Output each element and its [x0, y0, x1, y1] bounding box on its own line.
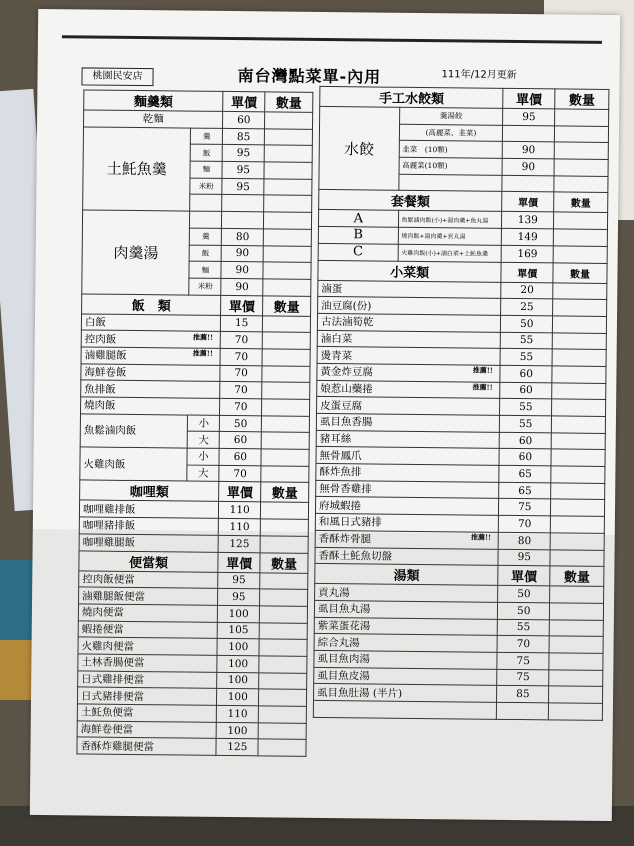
- item-name: 滷雞腿飯便當: [79, 587, 218, 605]
- item-name: 虱目魚肉湯: [314, 650, 498, 669]
- item-name: 貢丸湯: [315, 584, 499, 603]
- item-price: 95: [498, 549, 550, 566]
- qty-cell[interactable]: [550, 586, 604, 603]
- qty-cell[interactable]: [262, 399, 310, 416]
- item-name: 火雞肉便當: [78, 637, 217, 655]
- section-title: 小菜類: [318, 260, 502, 282]
- item-name: 控肉飯 推薦!!: [81, 330, 220, 348]
- qty-cell[interactable]: [550, 533, 604, 550]
- menu-sheet: [30, 9, 620, 821]
- item-price: 169: [502, 245, 554, 262]
- item-price: 95: [222, 161, 264, 178]
- item-name: 虱目魚皮湯: [314, 667, 498, 686]
- item-price: 70: [220, 365, 262, 382]
- qty-cell[interactable]: [263, 245, 311, 262]
- item-name: 海鮮卷便當: [77, 721, 216, 739]
- item-variant: 韭菜 (10顆): [399, 141, 503, 159]
- qty-cell[interactable]: [552, 383, 606, 400]
- item-price: 125: [218, 535, 260, 552]
- qty-cell[interactable]: [260, 606, 308, 623]
- item-price: 90: [221, 278, 263, 295]
- item-price: 70: [220, 398, 262, 415]
- item-name: 滷白菜: [317, 330, 501, 349]
- recommended-note: 推薦!!: [472, 365, 493, 376]
- qty-cell[interactable]: [259, 639, 307, 656]
- price-header: 單價: [501, 262, 553, 283]
- item-price: 100: [217, 672, 259, 689]
- item-price: 55: [500, 399, 552, 416]
- menu-row: [81, 347, 310, 366]
- qty-cell[interactable]: [550, 603, 604, 620]
- menu-row: [82, 210, 311, 229]
- item-name: 土林香腸便當: [78, 654, 217, 672]
- qty-cell[interactable]: [549, 636, 603, 653]
- item-price: 90: [221, 245, 263, 262]
- qty-header: 數量: [265, 92, 313, 112]
- item-price: 50: [220, 415, 262, 432]
- set-desc: 魚鬆滷肉飯(小)+湯肉羹+魚丸湯: [398, 211, 502, 229]
- qty-cell[interactable]: [264, 195, 312, 212]
- empty-cell: [222, 212, 264, 229]
- item-variant: 麵: [189, 261, 221, 278]
- item-name: 府城蝦捲: [315, 497, 499, 516]
- qty-cell[interactable]: [263, 262, 311, 279]
- item-name: 土魠魚羹: [83, 127, 191, 212]
- empty-cell: [398, 174, 502, 192]
- qty-cell[interactable]: [554, 142, 608, 159]
- qty-cell[interactable]: [555, 126, 609, 143]
- item-price: 85: [497, 686, 549, 703]
- item-price: 65: [499, 482, 551, 499]
- item-name: 火雞肉飯: [80, 447, 188, 481]
- qty-cell[interactable]: [264, 145, 312, 162]
- qty-cell[interactable]: [552, 366, 606, 383]
- price-header: 單價: [219, 482, 261, 502]
- item-price: 75: [497, 669, 549, 686]
- qty-cell[interactable]: [259, 656, 307, 673]
- qty-cell[interactable]: [549, 669, 603, 686]
- qty-cell[interactable]: [265, 129, 313, 146]
- item-price: 80: [222, 228, 264, 245]
- qty-header: 數量: [554, 192, 608, 213]
- item-price: 100: [217, 655, 259, 672]
- item-price: 100: [217, 639, 259, 656]
- item-price: 75: [499, 499, 551, 516]
- qty-cell[interactable]: [258, 706, 306, 723]
- item-price: 90: [502, 158, 554, 175]
- item-price: 15: [221, 315, 263, 332]
- item-name: 和風日式豬排: [315, 514, 499, 533]
- set-letter: A: [318, 210, 398, 228]
- section-title: 手工水餃類: [320, 86, 504, 108]
- section-title: 套餐類: [319, 190, 503, 212]
- right-menu-table: [313, 86, 610, 721]
- qty-cell[interactable]: [260, 536, 308, 553]
- item-price: 20: [501, 282, 553, 299]
- qty-header: 數量: [263, 295, 311, 315]
- size-small: 小: [188, 415, 220, 432]
- qty-cell[interactable]: [552, 399, 606, 416]
- item-variant: 飯: [190, 245, 222, 262]
- item-name: 控肉飯便當: [79, 570, 218, 588]
- qty-cell[interactable]: [262, 349, 310, 366]
- section-header-bento: [79, 550, 308, 572]
- item-price: 50: [498, 586, 550, 603]
- qty-header: 數量: [553, 262, 607, 283]
- qty-cell[interactable]: [259, 622, 307, 639]
- menu-row: [77, 737, 306, 756]
- empty-cell: [190, 195, 222, 212]
- qty-cell[interactable]: [265, 112, 313, 129]
- item-name: 香酥土魠魚切盤: [315, 547, 499, 566]
- item-price: 65: [499, 465, 551, 482]
- left-menu-table: [76, 89, 313, 756]
- qty-cell[interactable]: [259, 689, 307, 706]
- item-price: 139: [502, 212, 554, 229]
- qty-cell[interactable]: [264, 212, 312, 229]
- item-name: 無骨鳳爪: [316, 447, 500, 466]
- item-price: 95: [218, 572, 260, 589]
- qty-cell[interactable]: [551, 466, 605, 483]
- item-price: 60: [219, 448, 261, 465]
- qty-cell[interactable]: [551, 449, 605, 466]
- menu-row: [78, 604, 307, 623]
- section-title: 湯類: [315, 564, 499, 586]
- qty-cell[interactable]: [552, 349, 606, 366]
- qty-cell[interactable]: [260, 572, 308, 589]
- item-name: 無骨香雞排: [316, 480, 500, 499]
- item-name: 綜合丸湯: [314, 634, 498, 653]
- item-price: 110: [219, 519, 261, 536]
- item-price: 95: [222, 178, 264, 195]
- item-name: 古法滷筍乾: [317, 313, 501, 332]
- qty-cell[interactable]: [261, 502, 309, 519]
- section-header-curry: [80, 480, 309, 502]
- item-variant: 飯: [191, 144, 223, 161]
- item-price: 55: [498, 619, 550, 636]
- qty-cell[interactable]: [549, 653, 603, 670]
- item-price: 125: [216, 739, 258, 756]
- recommended-note: 推薦!!: [192, 332, 214, 342]
- empty-cell: [222, 195, 264, 212]
- item-price: 100: [218, 605, 260, 622]
- item-variant: 高麗菜(10顆): [399, 157, 503, 175]
- qty-cell[interactable]: [553, 316, 607, 333]
- item-price: 50: [498, 602, 550, 619]
- item-price: 70: [220, 382, 262, 399]
- price-header: 單價: [221, 295, 263, 315]
- qty-cell[interactable]: [554, 159, 608, 176]
- qty-cell[interactable]: [552, 416, 606, 433]
- item-name: 土魠魚便當: [77, 704, 216, 722]
- qty-cell[interactable]: [263, 315, 311, 332]
- item-name: 咖哩雞腿飯: [79, 534, 218, 552]
- qty-cell[interactable]: [263, 229, 311, 246]
- item-name: 咖哩雞排飯: [79, 500, 218, 518]
- price-header: 單價: [218, 552, 260, 572]
- item-name: 酥炸魚排: [316, 463, 500, 482]
- qty-cell[interactable]: [261, 449, 309, 466]
- item-price: 25: [501, 299, 553, 316]
- qty-cell[interactable]: [552, 332, 606, 349]
- item-name: 海鮮卷飯: [81, 364, 220, 382]
- set-desc: 燒肉飯+湯肉羹+貢丸湯: [398, 227, 502, 245]
- qty-cell[interactable]: [549, 619, 603, 636]
- menu-row: [83, 127, 312, 146]
- qty-cell[interactable]: [553, 246, 607, 263]
- item-name: 蝦捲便當: [78, 620, 217, 638]
- qty-cell[interactable]: [553, 282, 607, 299]
- qty-header: 數量: [550, 566, 604, 587]
- updated-date: 111年/12月更新: [441, 69, 517, 81]
- qty-cell[interactable]: [260, 519, 308, 536]
- set-letter: B: [318, 227, 398, 245]
- menu-row: [320, 106, 609, 126]
- section-header-rice: [82, 294, 311, 316]
- item-price: 60: [500, 432, 552, 449]
- section-header-noodles: [84, 90, 313, 112]
- item-variant: 麵: [190, 161, 222, 178]
- qty-cell[interactable]: [258, 723, 306, 740]
- price-header: 單價: [503, 88, 555, 109]
- item-price: 60: [500, 382, 552, 399]
- item-price: 105: [217, 622, 259, 639]
- item-name: 虱目魚香腸: [316, 413, 500, 432]
- item-price: 60: [500, 365, 552, 382]
- qty-header: 數量: [555, 89, 609, 110]
- item-variant: 米粉: [190, 178, 222, 195]
- item-price: 100: [217, 689, 259, 706]
- menu-row: [79, 587, 308, 606]
- item-name: 乾麵: [84, 110, 223, 128]
- qty-cell[interactable]: [262, 382, 310, 399]
- qty-cell[interactable]: [549, 703, 603, 720]
- item-variant: 羹: [190, 228, 222, 245]
- section-title: 咖哩類: [80, 480, 220, 501]
- page-title: 南台灣點菜單-內用: [237, 66, 382, 87]
- item-price: 149: [502, 228, 554, 245]
- recommended-note: 推薦!!: [472, 382, 493, 392]
- qty-cell[interactable]: [264, 179, 312, 196]
- qty-cell[interactable]: [553, 299, 607, 316]
- qty-cell[interactable]: [554, 212, 608, 229]
- item-name: 日式雞排便當: [78, 671, 217, 689]
- item-name: 虱目魚肚湯 (半片): [314, 684, 498, 703]
- item-price: 110: [219, 502, 261, 519]
- size-small: 小: [187, 448, 219, 465]
- item-name: 滷蛋: [318, 280, 502, 299]
- qty-header: 數量: [260, 552, 308, 572]
- item-variant: 米粉: [189, 278, 221, 295]
- size-large: 大: [187, 465, 219, 482]
- item-name: 油豆腐(份): [318, 297, 502, 316]
- item-price: 90: [503, 142, 555, 159]
- empty-cell: [190, 211, 222, 228]
- item-price: 60: [223, 111, 265, 128]
- qty-cell[interactable]: [261, 432, 309, 449]
- item-price: 55: [501, 332, 553, 349]
- item-price: 80: [499, 532, 551, 549]
- top-rule: [62, 35, 602, 44]
- qty-cell[interactable]: [262, 332, 310, 349]
- qty-cell[interactable]: [551, 499, 605, 516]
- qty-cell[interactable]: [555, 109, 609, 126]
- item-variant: 羹湯餃: [399, 107, 503, 125]
- store-label: 桃園民安店: [81, 67, 153, 86]
- item-name: 皮蛋豆腐: [317, 397, 501, 416]
- menu-row: [313, 700, 602, 720]
- item-name: 咖哩豬排飯: [79, 517, 218, 535]
- item-price: 55: [500, 349, 552, 366]
- item-name: 紫菜蛋花湯: [314, 617, 498, 636]
- section-title: 麵羹類: [84, 90, 224, 111]
- qty-cell[interactable]: [260, 589, 308, 606]
- item-price: 60: [499, 449, 551, 466]
- item-name: 滷雞腿飯 推薦!!: [81, 347, 220, 365]
- empty-cell: [502, 175, 554, 192]
- item-price: 110: [217, 705, 259, 722]
- qty-cell[interactable]: [551, 483, 605, 500]
- item-price: 85: [223, 128, 265, 145]
- item-price: 90: [221, 262, 263, 279]
- qty-cell[interactable]: [551, 433, 605, 450]
- item-name: 香酥炸骨腿 推薦!!: [315, 530, 499, 549]
- set-letter: C: [318, 243, 398, 261]
- recommended-note: 推薦!!: [192, 348, 213, 359]
- qty-cell[interactable]: [258, 739, 306, 756]
- item-price: [497, 702, 549, 719]
- qty-cell[interactable]: [554, 176, 608, 193]
- section-title: 飯 類: [82, 294, 222, 315]
- set-desc: 火雞肉飯(小)+滷白菜+土魠魚羹: [398, 244, 502, 262]
- item-price: 75: [497, 652, 549, 669]
- qty-header: 數量: [261, 482, 309, 502]
- section-title: 便當類: [79, 550, 219, 571]
- item-price: 70: [219, 465, 261, 482]
- item-variant: 羹: [191, 128, 223, 145]
- item-name: 娘惹山藥捲 推薦!!: [317, 380, 501, 399]
- item-name: 日式豬排便當: [77, 687, 216, 705]
- price-header: 單價: [223, 91, 265, 111]
- item-name: 白飯: [81, 314, 220, 332]
- item-price: 55: [500, 415, 552, 432]
- item-price: 70: [221, 332, 263, 349]
- item-name: [313, 700, 497, 719]
- item-name: 豬耳絲: [316, 430, 500, 449]
- qty-cell[interactable]: [263, 279, 311, 296]
- item-price: 95: [222, 145, 264, 162]
- item-name: 燙青菜: [317, 347, 501, 366]
- item-name: 肉羹湯: [82, 210, 190, 295]
- qty-cell[interactable]: [262, 365, 310, 382]
- item-name: 燒肉便當: [78, 604, 217, 622]
- item-name: 燒肉飯: [81, 397, 220, 415]
- item-price: [503, 125, 555, 142]
- menu-row: [80, 447, 309, 466]
- qty-cell[interactable]: [259, 672, 307, 689]
- qty-cell[interactable]: [549, 686, 603, 703]
- price-header: 單價: [502, 192, 554, 213]
- size-large: 大: [188, 431, 220, 448]
- item-price: 70: [499, 515, 551, 532]
- menu-row: [79, 534, 308, 553]
- qty-cell[interactable]: [262, 416, 310, 433]
- qty-cell[interactable]: [550, 549, 604, 566]
- recommended-note: 推薦!!: [470, 532, 492, 542]
- menu-row: [81, 330, 310, 349]
- qty-cell[interactable]: [550, 516, 604, 533]
- item-name: 魚排飯: [81, 380, 220, 398]
- item-price: 50: [501, 315, 553, 332]
- qty-cell[interactable]: [553, 229, 607, 246]
- item-name: 香酥炸雞腿便當: [77, 737, 216, 755]
- qty-cell[interactable]: [264, 162, 312, 179]
- item-name: 水餃: [319, 106, 399, 190]
- item-price: 95: [218, 589, 260, 606]
- item-price: 100: [216, 722, 258, 739]
- item-name: 虱目魚丸湯: [314, 600, 498, 619]
- item-price: 60: [219, 432, 261, 449]
- qty-cell[interactable]: [261, 466, 309, 483]
- item-price: 70: [220, 348, 262, 365]
- menu-row: [79, 517, 308, 536]
- price-header: 單價: [498, 566, 550, 587]
- item-name: 魚鬆滷肉飯: [80, 414, 188, 448]
- item-price: 70: [497, 636, 549, 653]
- menu-row: [78, 620, 307, 639]
- menu-row: [80, 414, 309, 433]
- menu-row: [79, 570, 308, 589]
- item-name: 黃金炸豆腐 推薦!!: [317, 363, 501, 382]
- item-price: 95: [503, 108, 555, 125]
- item-variant: (高麗菜、韭菜): [399, 124, 503, 142]
